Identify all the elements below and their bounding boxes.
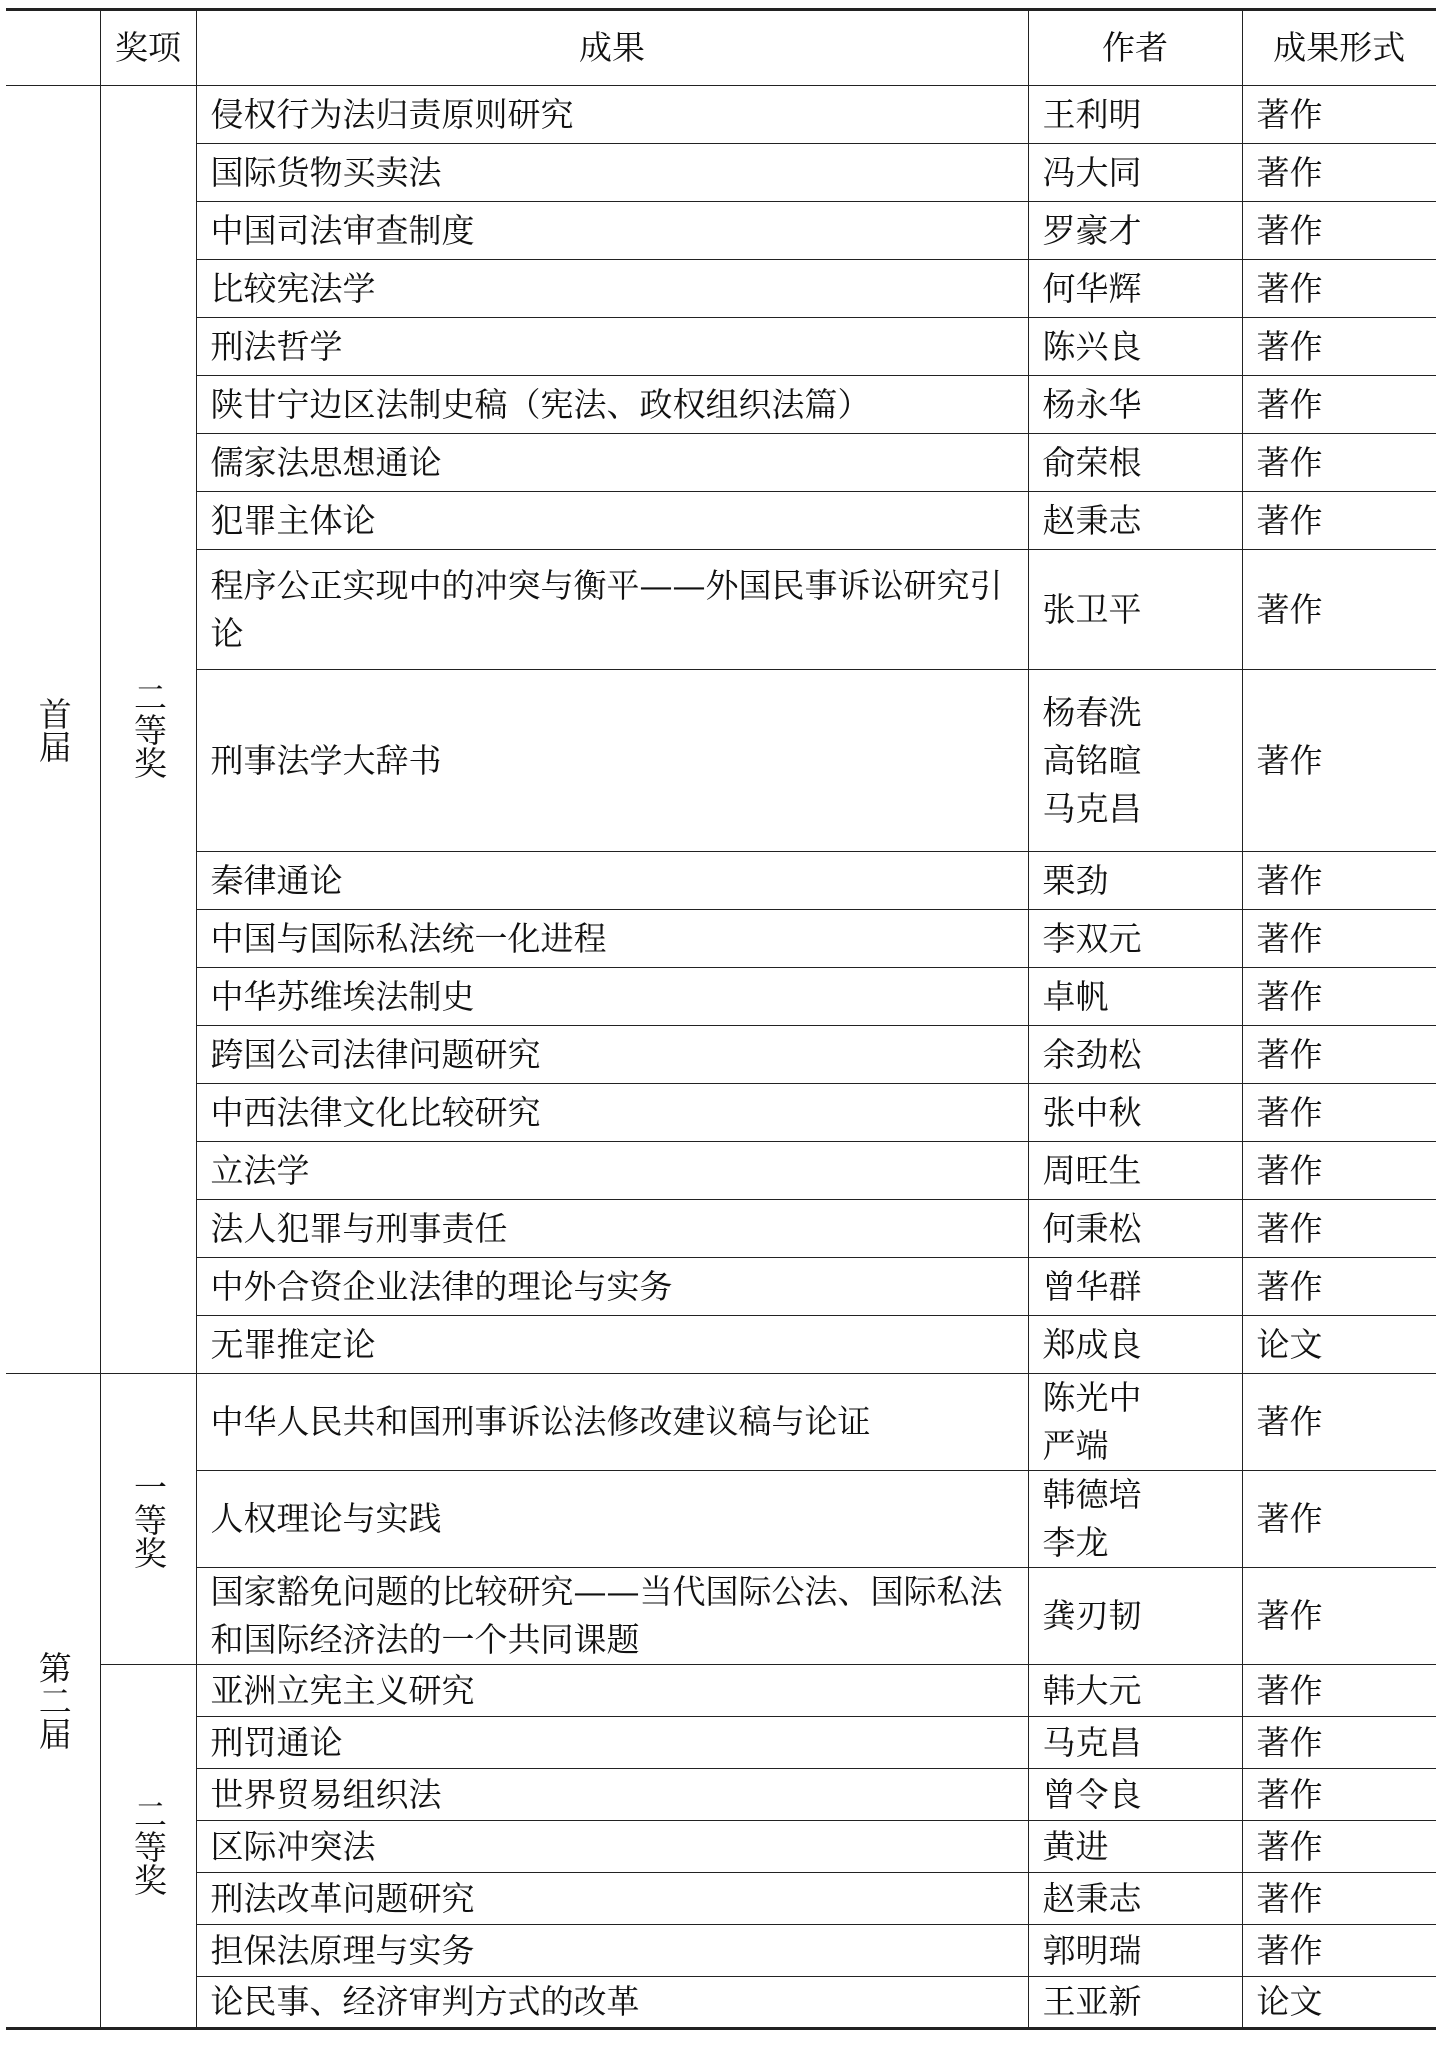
author-name: 陈兴良 (1042, 326, 1142, 366)
work-title: 中华苏维埃法制史 (196, 968, 1028, 1026)
work-authors (1028, 434, 1242, 492)
work-authors (1028, 144, 1242, 202)
work-authors (1028, 1717, 1242, 1769)
header-title: 成果 (196, 10, 1028, 86)
work-form: 著作 (1242, 86, 1436, 144)
author-name: 赵秉志 (1042, 1878, 1142, 1918)
work-form: 著作 (1242, 852, 1436, 910)
work-authors (1028, 1026, 1242, 1084)
work-title: 中华人民共和国刑事诉讼法修改建议稿与论证 (196, 1374, 1028, 1471)
work-authors (1028, 910, 1242, 968)
work-title: 刑事法学大辞书 (196, 670, 1028, 852)
work-form: 著作 (1242, 144, 1436, 202)
author-name: 王利明 (1042, 94, 1142, 134)
author-name: 王亚新 (1042, 1982, 1142, 2021)
table-body (6, 86, 1436, 2029)
work-title: 跨国公司法律问题研究 (196, 1026, 1028, 1084)
work-form: 著作 (1242, 1258, 1436, 1316)
work-title: 区际冲突法 (196, 1821, 1028, 1873)
table-row (6, 1769, 1436, 1821)
work-title: 中国司法审查制度 (196, 202, 1028, 260)
table-row (6, 1821, 1436, 1873)
table-row (6, 434, 1436, 492)
work-form: 著作 (1242, 260, 1436, 318)
work-title: 亚洲立宪主义研究 (196, 1665, 1028, 1717)
session-label-text: 第二届 (33, 1651, 73, 1750)
work-authors (1028, 1873, 1242, 1925)
award-label-text: 一等奖 (129, 1469, 168, 1569)
author-name: 何秉松 (1042, 1208, 1142, 1248)
table-row (6, 550, 1436, 670)
author-name: 栗劲 (1042, 860, 1109, 900)
table-row (6, 968, 1436, 1026)
work-authors (1028, 550, 1242, 670)
table-row (6, 1200, 1436, 1258)
work-form: 著作 (1242, 550, 1436, 670)
table-row (6, 1026, 1436, 1084)
table-row (6, 1374, 1436, 1471)
work-form: 著作 (1242, 1200, 1436, 1258)
table-row (6, 1142, 1436, 1200)
work-authors (1028, 202, 1242, 260)
table-row (6, 202, 1436, 260)
work-authors (1028, 318, 1242, 376)
work-form: 著作 (1242, 492, 1436, 550)
table-row (6, 670, 1436, 852)
author-name: 黄进 (1042, 1826, 1109, 1866)
table-row (6, 1717, 1436, 1769)
work-form: 著作 (1242, 376, 1436, 434)
author-name: 周旺生 (1042, 1150, 1142, 1190)
author-name: 李双元 (1042, 918, 1142, 958)
work-title: 中外合资企业法律的理论与实务 (196, 1258, 1028, 1316)
header-author: 作者 (1028, 10, 1242, 86)
work-title: 国家豁免问题的比较研究——当代国际公法、国际私法和国际经济法的一个共同课题 (196, 1568, 1028, 1665)
work-form: 著作 (1242, 1471, 1436, 1568)
work-authors (1028, 376, 1242, 434)
author-name: 曾令良 (1042, 1774, 1142, 1814)
work-title: 刑法哲学 (196, 318, 1028, 376)
table-row (6, 260, 1436, 318)
author-name: 高铭暄 (1042, 740, 1142, 780)
award-label (100, 86, 196, 1374)
author-name: 郭明瑞 (1042, 1930, 1142, 1970)
table-row (6, 1873, 1436, 1925)
work-form: 论文 (1242, 1977, 1436, 2029)
work-title: 比较宪法学 (196, 260, 1028, 318)
awards-table (6, 8, 1436, 2030)
work-form: 著作 (1242, 1084, 1436, 1142)
author-name: 张中秋 (1042, 1092, 1142, 1132)
author-name: 罗豪才 (1042, 210, 1142, 250)
author-name: 俞荣根 (1042, 442, 1142, 482)
work-title: 法人犯罪与刑事责任 (196, 1200, 1028, 1258)
author-name: 赵秉志 (1042, 500, 1142, 540)
award-label (100, 1374, 196, 1665)
work-title: 世界贸易组织法 (196, 1769, 1028, 1821)
work-authors (1028, 1084, 1242, 1142)
work-title: 国际货物买卖法 (196, 144, 1028, 202)
work-form: 著作 (1242, 1568, 1436, 1665)
work-form: 著作 (1242, 202, 1436, 260)
author-name: 马克昌 (1042, 1722, 1142, 1762)
work-authors (1028, 1142, 1242, 1200)
work-authors (1028, 1665, 1242, 1717)
award-label (100, 1665, 196, 2029)
table-row (6, 1316, 1436, 1374)
work-title: 侵权行为法归责原则研究 (196, 86, 1028, 144)
table-row (6, 1084, 1436, 1142)
work-authors (1028, 1471, 1242, 1568)
header-row (6, 10, 1436, 86)
work-form: 著作 (1242, 1374, 1436, 1471)
header-award: 奖项 (100, 10, 196, 86)
author-name: 冯大同 (1042, 152, 1142, 192)
session-label-text: 首届 (33, 696, 73, 763)
table-row (6, 910, 1436, 968)
table-row (6, 1258, 1436, 1316)
work-title: 程序公正实现中的冲突与衡平——外国民事诉讼研究引论 (196, 550, 1028, 670)
work-authors (1028, 670, 1242, 852)
work-authors (1028, 1374, 1242, 1471)
work-title: 陕甘宁边区法制史稿（宪法、政权组织法篇） (196, 376, 1028, 434)
table-row (6, 1665, 1436, 1717)
work-title: 中国与国际私法统一化进程 (196, 910, 1028, 968)
author-name: 曾华群 (1042, 1266, 1142, 1306)
table-row (6, 1471, 1436, 1568)
work-title: 儒家法思想通论 (196, 434, 1028, 492)
work-authors (1028, 86, 1242, 144)
author-name: 李龙 (1042, 1523, 1109, 1562)
table-row (6, 852, 1436, 910)
table-row (6, 144, 1436, 202)
session-label (6, 1374, 100, 2029)
work-form: 著作 (1242, 1717, 1436, 1769)
work-authors (1028, 260, 1242, 318)
session-label (6, 86, 100, 1374)
author-name: 余劲松 (1042, 1034, 1142, 1074)
work-form: 著作 (1242, 1925, 1436, 1977)
work-title: 秦律通论 (196, 852, 1028, 910)
work-authors (1028, 1821, 1242, 1873)
work-authors (1028, 1316, 1242, 1374)
table-row (6, 492, 1436, 550)
author-name: 杨永华 (1042, 384, 1142, 424)
header-form: 成果形式 (1242, 10, 1436, 86)
author-name: 郑成良 (1042, 1324, 1142, 1364)
author-name: 何华辉 (1042, 268, 1142, 308)
table-row (6, 318, 1436, 376)
work-form: 著作 (1242, 910, 1436, 968)
work-form: 著作 (1242, 1665, 1436, 1717)
work-title: 论民事、经济审判方式的改革 (196, 1977, 1028, 2029)
work-authors (1028, 1568, 1242, 1665)
work-title: 担保法原理与实务 (196, 1925, 1028, 1977)
author-name: 龚刃韧 (1042, 1596, 1142, 1635)
work-authors (1028, 1977, 1242, 2029)
work-authors (1028, 968, 1242, 1026)
table-row (6, 1977, 1436, 2029)
table-row (6, 376, 1436, 434)
work-authors (1028, 1258, 1242, 1316)
author-name: 韩大元 (1042, 1670, 1142, 1710)
author-name: 张卫平 (1042, 589, 1142, 629)
work-authors (1028, 492, 1242, 550)
award-label-text: 二等奖 (129, 1796, 168, 1896)
work-form: 著作 (1242, 434, 1436, 492)
table-row (6, 1925, 1436, 1977)
work-title: 犯罪主体论 (196, 492, 1028, 550)
header-blank (6, 10, 100, 86)
award-label-text: 二等奖 (129, 680, 168, 779)
work-form: 论文 (1242, 1316, 1436, 1374)
work-form: 著作 (1242, 1821, 1436, 1873)
table-row (6, 1568, 1436, 1665)
work-authors (1028, 1769, 1242, 1821)
work-authors (1028, 1200, 1242, 1258)
work-authors (1028, 852, 1242, 910)
work-title: 人权理论与实践 (196, 1471, 1028, 1568)
author-name: 卓帆 (1042, 976, 1109, 1016)
work-title: 刑罚通论 (196, 1717, 1028, 1769)
work-form: 著作 (1242, 1142, 1436, 1200)
author-name: 杨春洗 (1042, 692, 1142, 732)
work-form: 著作 (1242, 670, 1436, 852)
table-row (6, 86, 1436, 144)
work-form: 著作 (1242, 1026, 1436, 1084)
author-name: 马克昌 (1042, 788, 1142, 828)
work-title: 立法学 (196, 1142, 1028, 1200)
work-authors (1028, 1925, 1242, 1977)
work-form: 著作 (1242, 318, 1436, 376)
work-form: 著作 (1242, 1769, 1436, 1821)
author-name: 韩德培 (1042, 1475, 1142, 1514)
author-name: 严端 (1042, 1426, 1109, 1465)
work-form: 著作 (1242, 1873, 1436, 1925)
work-form: 著作 (1242, 968, 1436, 1026)
author-name: 陈光中 (1042, 1378, 1142, 1417)
work-title: 无罪推定论 (196, 1316, 1028, 1374)
work-title: 刑法改革问题研究 (196, 1873, 1028, 1925)
work-title: 中西法律文化比较研究 (196, 1084, 1028, 1142)
